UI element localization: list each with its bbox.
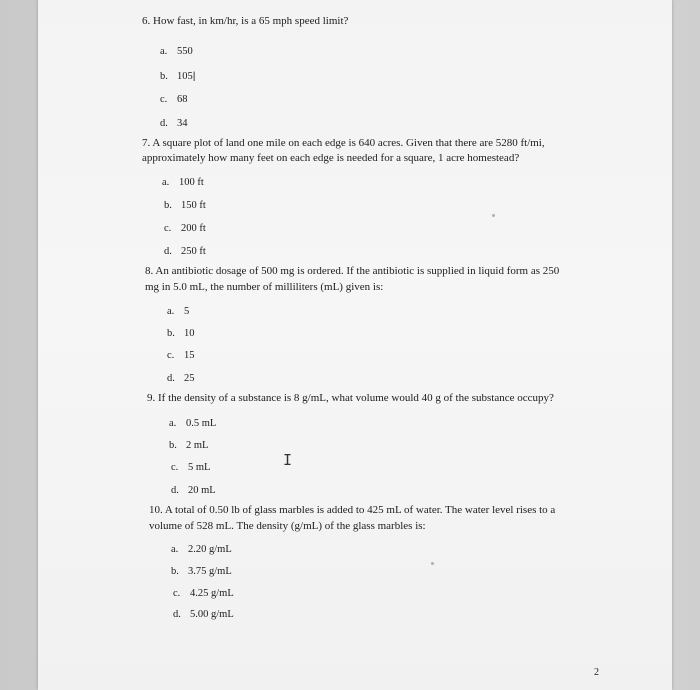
- q10-option-b: b. 3.75 g/mL: [171, 566, 232, 577]
- question-7-text: 7. A square plot of land one mile on each edge is 640 acres. Given that there are 5280 ft/mi,: [142, 137, 545, 149]
- question-7-text-line2: approximately how many feet on each edge is needed for a square, 1 acre homestead?: [142, 152, 520, 164]
- page-number: 2: [594, 667, 599, 678]
- question-8-text: 8. An antibiotic dosage of 500 mg is ordered. If the antibiotic is supplied in liquid form as 250: [145, 265, 560, 277]
- q6-option-c: c. 68: [160, 94, 188, 105]
- q10-option-d: d. 5.00 g/mL: [173, 609, 234, 620]
- q6-option-d: d. 34: [160, 118, 188, 129]
- text-caret-icon: |: [192, 70, 196, 82]
- q10-option-a: a. 2.20 g/mL: [171, 544, 232, 555]
- question-9-text: 9. If the density of a substance is 8 g/mL, what volume would 40 g of the substance occupy?: [147, 392, 554, 404]
- q9-option-d: d. 20 mL: [171, 485, 216, 496]
- q9-option-a: a. 0.5 mL: [169, 418, 217, 429]
- q8-option-d: d. 25: [167, 373, 195, 384]
- q10-option-c: c. 4.25 g/mL: [173, 588, 234, 599]
- question-10-text: 10. A total of 0.50 lb of glass marbles is added to 425 mL of water. The water level rises to a: [149, 504, 556, 516]
- q7-option-c: c. 200 ft: [164, 223, 206, 234]
- q8-option-a: a. 5: [167, 306, 190, 317]
- q8-option-b: b. 10: [167, 328, 195, 339]
- question-8-text-line2: mg in 5.0 mL, the number of milliliters (mL) given is:: [145, 281, 384, 293]
- question-6-text: 6. How fast, in km/hr, is a 65 mph speed limit?: [142, 15, 349, 27]
- q7-option-d: d. 250 ft: [164, 246, 206, 257]
- q7-option-a: a. 100 ft: [162, 177, 204, 188]
- q6-option-a: a. 550: [160, 46, 193, 57]
- q9-option-c: c. 5 mL: [171, 462, 211, 473]
- paper-speck: [492, 214, 495, 217]
- worksheet-page: [38, 0, 672, 690]
- question-10-text-line2: volume of 528 mL. The density (g/mL) of the glass marbles is:: [149, 520, 426, 532]
- q9-option-b: b. 2 mL: [169, 440, 209, 451]
- paper-speck: [431, 562, 434, 565]
- q7-option-b: b. 150 ft: [164, 200, 206, 211]
- q6-option-b: b. 105|: [160, 70, 196, 82]
- text-cursor-icon: I: [283, 451, 293, 469]
- q8-option-c: c. 15: [167, 350, 195, 361]
